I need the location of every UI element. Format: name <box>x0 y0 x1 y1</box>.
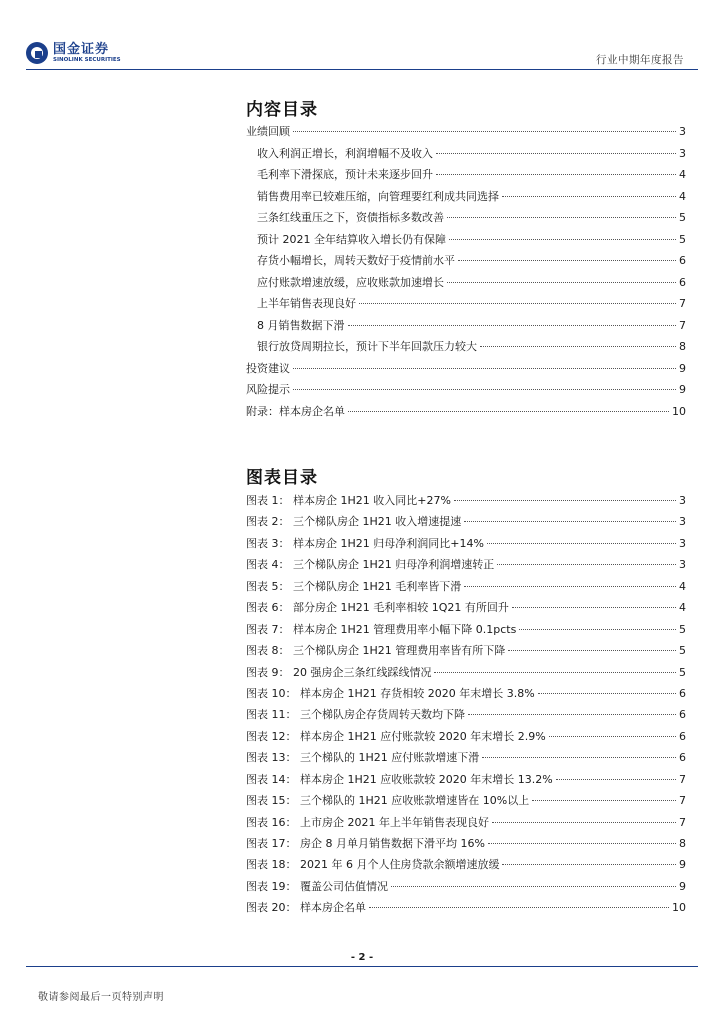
dot-leader <box>556 779 676 780</box>
company-logo <box>26 42 121 64</box>
figure-entry-label: 图表 2： 三个梯队房企 1H21 收入增速提速 <box>246 515 462 529</box>
figure-entry-page: 4 <box>679 601 686 615</box>
contents-entry-label: 存货小幅增长，周转天数好于疫情前水平 <box>257 254 455 267</box>
contents-entry[interactable] <box>246 209 686 231</box>
dot-leader <box>464 521 676 522</box>
dot-leader <box>549 736 676 737</box>
figure-entry[interactable] <box>246 599 686 620</box>
contents-entry-label: 投资建议 <box>246 361 290 375</box>
figure-entry-label: 图表 10： 样本房企 1H21 存货相较 2020 年末增长 3.8% <box>246 686 535 700</box>
contents-entry-label: 银行放贷周期拉长，预计下半年回款压力较大 <box>257 340 477 353</box>
figure-entry[interactable] <box>246 749 686 770</box>
logo-chinese-name: 国金证券 <box>53 41 110 57</box>
figure-entry[interactable] <box>246 835 686 856</box>
figure-entry[interactable] <box>246 878 686 899</box>
figure-entry-label: 图表 4： 三个梯队房企 1H21 归母净利润增速转正 <box>246 558 495 572</box>
figure-entry[interactable] <box>246 492 686 513</box>
dot-leader <box>369 907 669 908</box>
figure-entry-label: 图表 1： 样本房企 1H21 收入同比+27% <box>246 494 451 507</box>
contents-entry[interactable] <box>246 252 686 274</box>
contents-entry-page: 5 <box>679 211 686 224</box>
figure-entry-page: 3 <box>679 536 686 550</box>
figure-entry-label: 图表 15： 三个梯队的 1H21 应收账款增速皆在 10%以上 <box>246 794 530 808</box>
dot-leader <box>458 260 676 261</box>
contents-entry[interactable] <box>246 231 686 253</box>
contents-entry-label: 收入利润正增长，利润增幅不及收入 <box>257 146 433 160</box>
figure-entry[interactable] <box>246 899 686 920</box>
figure-entry[interactable] <box>246 513 686 534</box>
dot-leader <box>508 650 676 651</box>
figure-entry-page: 5 <box>679 622 686 636</box>
dot-leader <box>447 282 676 283</box>
page-number: - 2 - <box>350 952 374 963</box>
dot-leader <box>482 757 676 758</box>
dot-leader <box>487 543 676 544</box>
contents-entry[interactable] <box>246 295 686 317</box>
contents-entry-label: 销售费用率已较难压缩，向管理要红利成共同选择 <box>257 189 499 203</box>
contents-entry[interactable] <box>246 166 686 188</box>
dot-leader <box>293 389 676 390</box>
contents-entry-page: 3 <box>679 125 686 138</box>
footer-disclaimer: 敬请参阅最后一页特别声明 <box>38 992 164 1003</box>
figure-entry[interactable] <box>246 535 686 556</box>
contents-entry[interactable] <box>246 360 686 382</box>
figure-entry[interactable] <box>246 578 686 599</box>
figure-entry[interactable] <box>246 856 686 877</box>
dot-leader <box>464 586 676 587</box>
contents-entry-label: 风险提示 <box>246 383 290 396</box>
figure-entry[interactable] <box>246 621 686 642</box>
figure-entry-label: 图表 12： 样本房企 1H21 应付账款较 2020 年末增长 2.9% <box>246 729 546 743</box>
dot-leader <box>434 672 676 673</box>
figure-entry-label: 图表 3： 样本房企 1H21 归母净利润同比+14% <box>246 536 484 550</box>
figure-entry[interactable] <box>246 706 686 727</box>
contents-entry-page: 4 <box>679 168 686 181</box>
contents-entry-page: 4 <box>679 189 686 203</box>
contents-entry[interactable] <box>246 317 686 339</box>
figure-entry-label: 图表 13： 三个梯队的 1H21 应付账款增速下滑 <box>246 751 480 765</box>
dot-leader <box>480 346 676 347</box>
contents-entry-page: 3 <box>679 146 686 160</box>
dot-leader <box>436 174 676 175</box>
contents-entry-label: 毛利率下滑探底，预计未来逐步回升 <box>257 168 433 181</box>
figure-entry-page: 9 <box>679 858 686 872</box>
dot-leader <box>359 303 676 304</box>
figure-entry[interactable] <box>246 685 686 706</box>
contents-entry[interactable] <box>246 123 686 145</box>
dot-leader <box>519 629 676 630</box>
contents-entry-page: 10 <box>672 404 686 418</box>
figure-entry-label: 图表 8： 三个梯队房企 1H21 管理费用率皆有所下降 <box>246 644 506 658</box>
dot-leader <box>532 800 676 801</box>
figure-entry-label: 图表 16： 上市房企 2021 年上半年销售表现良好 <box>246 815 489 829</box>
figure-entry[interactable] <box>246 792 686 813</box>
dot-leader <box>502 864 676 865</box>
header-divider <box>26 69 698 70</box>
figure-entry-page: 3 <box>679 494 686 507</box>
dot-leader <box>348 325 677 326</box>
contents-entry-label: 预计 2021 全年结算收入增长仍有保障 <box>257 232 446 246</box>
figure-entry-label: 图表 9： 20 强房企三条红线踩线情况 <box>246 665 432 679</box>
dot-leader <box>391 886 676 887</box>
dot-leader <box>449 239 676 240</box>
figure-entry-page: 4 <box>679 579 686 593</box>
figure-entry-label: 图表 7： 样本房企 1H21 管理费用率小幅下降 0.1pcts <box>246 622 517 636</box>
page-header <box>0 0 724 72</box>
figure-entry-label: 图表 5： 三个梯队房企 1H21 毛利率皆下滑 <box>246 579 462 593</box>
dot-leader <box>497 564 676 565</box>
figure-entry[interactable] <box>246 728 686 749</box>
dot-leader <box>293 368 676 369</box>
contents-list <box>246 123 686 424</box>
dot-leader <box>488 843 676 844</box>
figure-entry[interactable] <box>246 664 686 685</box>
figure-entry-page: 6 <box>679 729 686 743</box>
contents-entry-page: 8 <box>679 340 686 353</box>
figure-entry-page: 6 <box>679 686 686 700</box>
contents-entry-page: 6 <box>679 275 686 289</box>
figure-entry-label: 图表 14： 样本房企 1H21 应收账款较 2020 年末增长 13.2% <box>246 772 553 786</box>
figures-title: 图表目录 <box>246 468 318 488</box>
figure-entry[interactable] <box>246 771 686 792</box>
dot-leader <box>293 131 676 132</box>
contents-entry-page: 7 <box>679 318 686 332</box>
figure-entry-page: 5 <box>679 665 686 679</box>
figure-entry-page: 10 <box>672 901 686 915</box>
contents-entry-page: 6 <box>679 254 686 267</box>
figure-entry-page: 8 <box>679 837 686 850</box>
figure-entry-page: 6 <box>679 751 686 765</box>
contents-entry[interactable] <box>246 274 686 296</box>
contents-entry-page: 9 <box>679 383 686 396</box>
dot-leader <box>538 693 676 694</box>
logo-english-name: SINOLINK SECURITIES <box>53 56 121 63</box>
figure-entry[interactable] <box>246 642 686 663</box>
figures-list <box>246 492 686 921</box>
figure-entry-label: 图表 11： 三个梯队房企存货周转天数均下降 <box>246 708 465 722</box>
contents-entry-label: 应付账款增速放缓，应收账款加速增长 <box>257 275 444 289</box>
contents-entry[interactable] <box>246 403 686 425</box>
figure-entry-page: 6 <box>679 708 686 722</box>
figure-entry-label: 图表 20： 样本房企名单 <box>246 901 366 915</box>
contents-entry[interactable] <box>246 145 686 167</box>
contents-entry-page: 9 <box>679 361 686 375</box>
contents-entry-label: 附录：样本房企名单 <box>246 404 345 418</box>
figure-entry-page: 7 <box>679 772 686 786</box>
dot-leader <box>468 714 676 715</box>
dot-leader <box>512 607 676 608</box>
dot-leader <box>492 822 676 823</box>
contents-entry-page: 7 <box>679 297 686 310</box>
contents-entry[interactable] <box>246 381 686 403</box>
figure-entry[interactable] <box>246 556 686 577</box>
figure-entry-label: 图表 18： 2021 年 6 月个人住房贷款余额增速放缓 <box>246 858 500 872</box>
figure-entry-page: 3 <box>679 558 686 572</box>
dot-leader <box>447 217 676 218</box>
contents-entry-label: 上半年销售表现良好 <box>257 297 356 310</box>
contents-entry-page: 5 <box>679 232 686 246</box>
contents-entry[interactable] <box>246 188 686 210</box>
contents-title: 内容目录 <box>246 100 318 120</box>
dot-leader <box>436 153 676 154</box>
contents-entry[interactable] <box>246 338 686 360</box>
figure-entry-label: 图表 17： 房企 8 月单月销售数据下滑平均 16% <box>246 837 485 850</box>
figure-entry-page: 7 <box>679 815 686 829</box>
report-type: 行业中期年度报告 <box>596 54 684 66</box>
contents-entry-label: 三条红线重压之下，资债指标多数改善 <box>257 211 444 224</box>
figure-entry-page: 5 <box>679 644 686 658</box>
figure-entry-label: 图表 6： 部分房企 1H21 毛利率相较 1Q21 有所回升 <box>246 601 509 615</box>
figure-entry-page: 7 <box>679 794 686 808</box>
figure-entry-page: 3 <box>679 515 686 529</box>
figure-entry-page: 9 <box>679 879 686 893</box>
dot-leader <box>502 196 676 197</box>
logo-icon <box>26 42 48 64</box>
contents-entry-label: 业绩回顾 <box>246 125 290 138</box>
dot-leader <box>348 411 669 412</box>
contents-entry-label: 8 月销售数据下滑 <box>257 318 345 332</box>
figure-entry[interactable] <box>246 814 686 835</box>
footer-divider <box>26 966 698 967</box>
dot-leader <box>454 500 676 501</box>
figure-entry-label: 图表 19： 覆盖公司估值情况 <box>246 879 388 893</box>
